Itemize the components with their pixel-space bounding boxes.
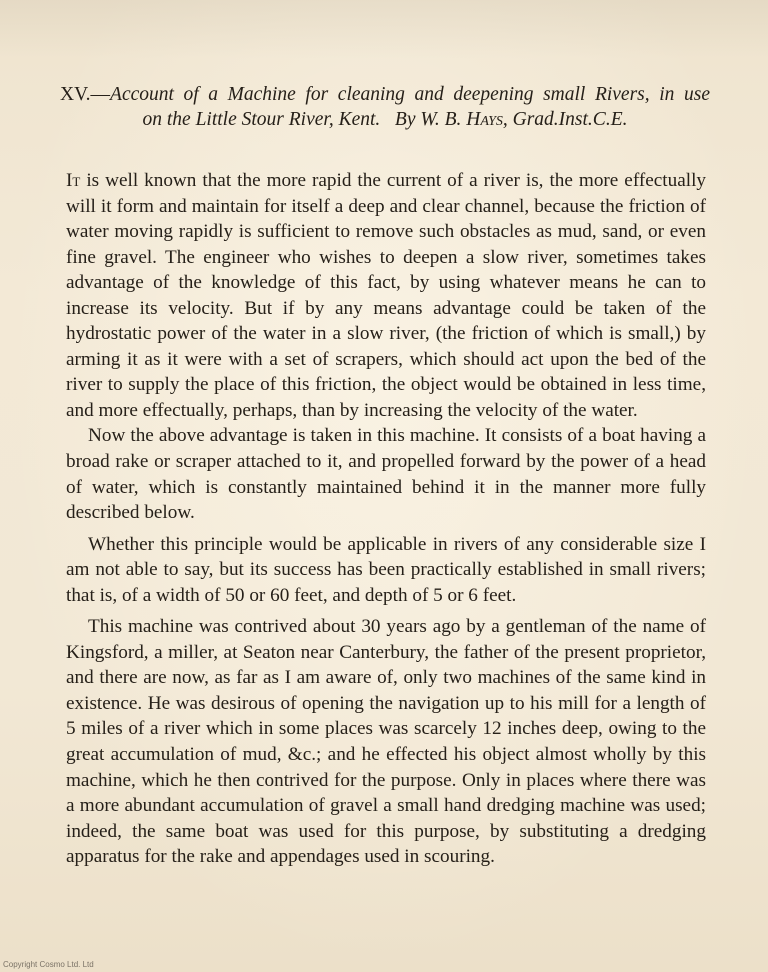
paragraph-1-text: is well known that the more rapid the current of a river is, the more effectually will it form and maintain for itself a deep and clear channel, because the friction of water moving rapidly is sufficient to remove such obstacles as mud, sand, or even fine gravel. The engineer who wishes to deepen a slow river, sometimes takes advantage of the knowledge of this fact, by using whatever means he can to increase its velocity. But if by any means advantage could be taken of the hydrostatic power of the water in a slow river, (the friction of which is small,) by arming it as it were with a set of scrapers, which should act upon the bed of the river to supply the place of this friction, the object would be obtained in less time, and more effectually, perhaps, than by increasing the velocity of the water. [66, 170, 706, 421]
author-suffix: Grad.Inst.C.E. [512, 109, 628, 130]
title-line-1 [60, 82, 710, 107]
show-through-top [0, 0, 768, 58]
paragraph-2: Now the above advantage is taken in this machine. It consists of a boat having a broad rake or scraper attached to it, and propelled forward by the power of a head of water, which is constantly maintained behind it in the manner more fully described below. [66, 425, 706, 524]
paragraph-1 [66, 168, 706, 423]
article-title [60, 82, 710, 132]
title-text-line-1: Account of a Machine for cleaning and deepening small Rivers, in use [110, 84, 710, 105]
article-body [66, 168, 706, 870]
paragraph-1-first-word: It [66, 170, 81, 191]
author-initials: W. B. [420, 109, 462, 130]
paragraph-4: This machine was contrived about 30 years ago by a gentleman of the name of Kingsford, a miller, at Seaton near Canterbury, the father of the present proprietor, and there are now, as far as I am aware of, only two machines of the same kind in existence. He was desirous of opening the navigation up to his mill for a length of 5 miles of a river which in some places was scarcely 12 inches deep, owing to the great accumulation of mud, &c.; and he effected his object almost wholly by this machine, which he then contrived for the purpose. Only in places where there was a more abundant accumulation of gravel a small hand dredging machine was used; indeed, the same boat was used for this purpose, by substituting a dredging apparatus for the rake and appendages used in scouring. [66, 616, 706, 868]
title-text-line-2: on the Little Stour River, Kent. [142, 109, 381, 130]
title-by: By [394, 109, 416, 130]
author-surname: Hays, [466, 109, 508, 130]
title-dash: — [90, 84, 111, 105]
title-line-2 [60, 107, 710, 132]
paragraph-3: Whether this principle would be applicable in rivers of any considerable size I am not able to say, but its success has been practically established in small rivers; that is, of a width of 50 or 60 feet, and depth of 5 or 6 feet. [66, 533, 706, 606]
copyright-notice: Copyright Cosmo Ltd. Ltd [3, 960, 94, 969]
section-numeral: XV. [60, 84, 91, 105]
